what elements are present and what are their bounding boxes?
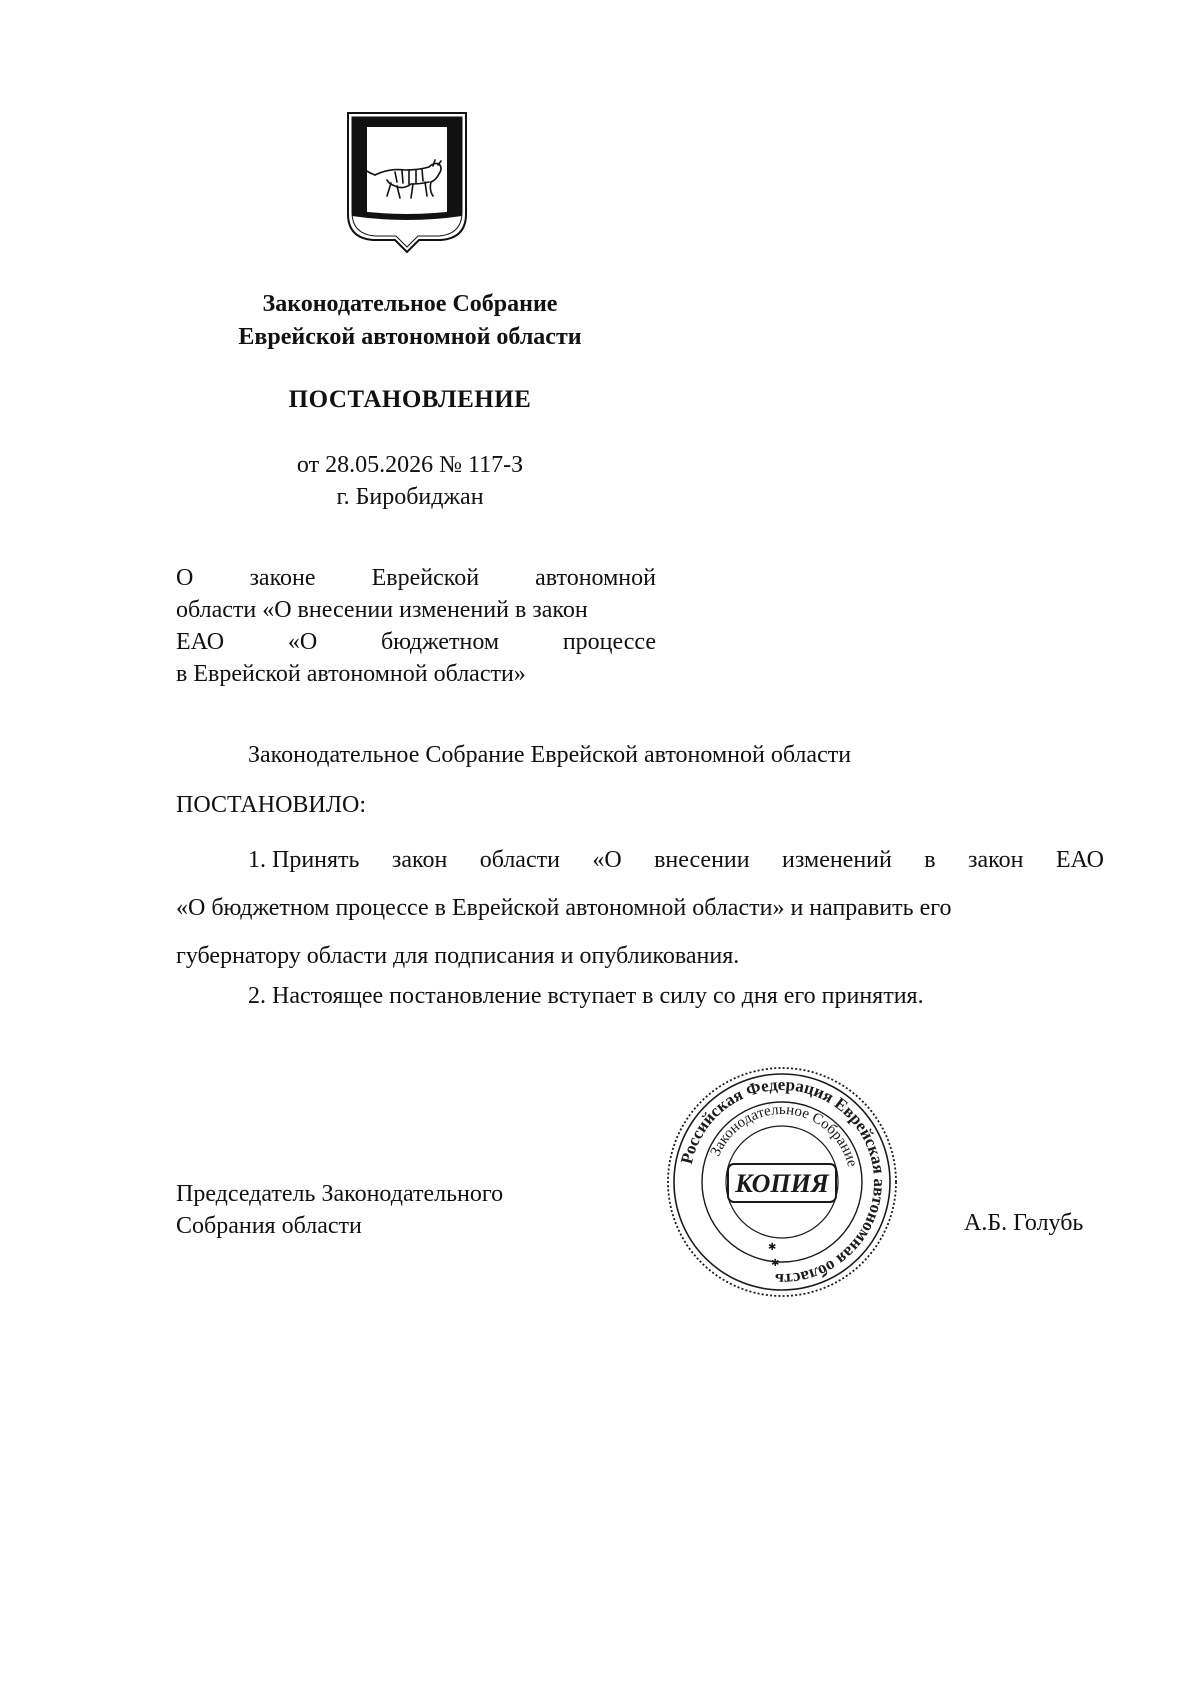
item1-line2: «О бюджетном процессе в Еврейской автономной области» и направить его	[176, 895, 952, 921]
seal-outer-text: Российская Федерация Еврейская автономная область	[676, 1074, 890, 1290]
item-word: внесении	[654, 847, 750, 873]
tiger-coat-of-arms-icon	[345, 110, 469, 255]
subject-word: «О	[287, 629, 318, 655]
seal-inner-text: Законодательное Собрание	[707, 1101, 861, 1169]
subject-word: ЕАО	[176, 629, 225, 655]
organization-name-line1: Законодательное Собрание	[262, 291, 558, 317]
resolution-item-2: 2. Настоящее постановление вступает в силу со дня его принятия.	[248, 983, 924, 1009]
item-word: 1. Принять	[248, 847, 360, 873]
item-word: области	[479, 847, 560, 873]
signer-name: А.Б. Голубь	[964, 1210, 1084, 1236]
official-seal	[664, 1064, 900, 1300]
item-word: изменений	[782, 847, 892, 873]
organization-name-line2: Еврейской автономной области	[238, 324, 582, 350]
subject-word: Еврейской	[371, 565, 480, 591]
item-word: закон	[391, 847, 448, 873]
star-icon: ✱	[768, 1242, 777, 1253]
subject-word: процессе	[562, 629, 656, 655]
organization-name	[200, 288, 620, 354]
signer-title-line2: Собрания области	[176, 1213, 362, 1239]
subject-word: бюджетном	[380, 629, 500, 655]
document-type: ПОСТАНОВЛЕНИЕ	[288, 386, 532, 413]
subject-word: О	[176, 565, 194, 591]
resolved-heading: ПОСТАНОВИЛО:	[176, 792, 367, 818]
subject-word: законе	[249, 565, 316, 591]
document-date-number: от 28.05.2026 № 117-З	[296, 452, 524, 478]
document-subject	[176, 562, 656, 690]
subject-line1	[176, 562, 656, 594]
item-word: «О	[592, 847, 622, 873]
item1-line1	[176, 836, 1104, 884]
subject-line2: области «О внесении изменений в закон	[176, 597, 588, 623]
item-word: в	[924, 847, 936, 873]
subject-word: автономной	[535, 565, 656, 591]
item-word: закон	[968, 847, 1024, 873]
seal-center-text: КОПИЯ	[735, 1169, 829, 1198]
signer-title	[176, 1178, 503, 1242]
subject-line3	[176, 626, 656, 658]
item-word: ЕАО	[1055, 847, 1104, 873]
signer-title-line1: Председатель Законодательного	[176, 1181, 504, 1207]
document-date-block	[200, 449, 620, 513]
star-icon: ✱	[771, 1258, 780, 1269]
preamble: Законодательное Собрание Еврейской автономной области	[248, 742, 852, 768]
resolution-item-1	[176, 836, 1104, 980]
document-city: г. Биробиджан	[336, 484, 484, 510]
item1-line3: губернатору области для подписания и опубликования.	[176, 943, 740, 969]
subject-line4: в Еврейской автономной области»	[176, 661, 526, 687]
